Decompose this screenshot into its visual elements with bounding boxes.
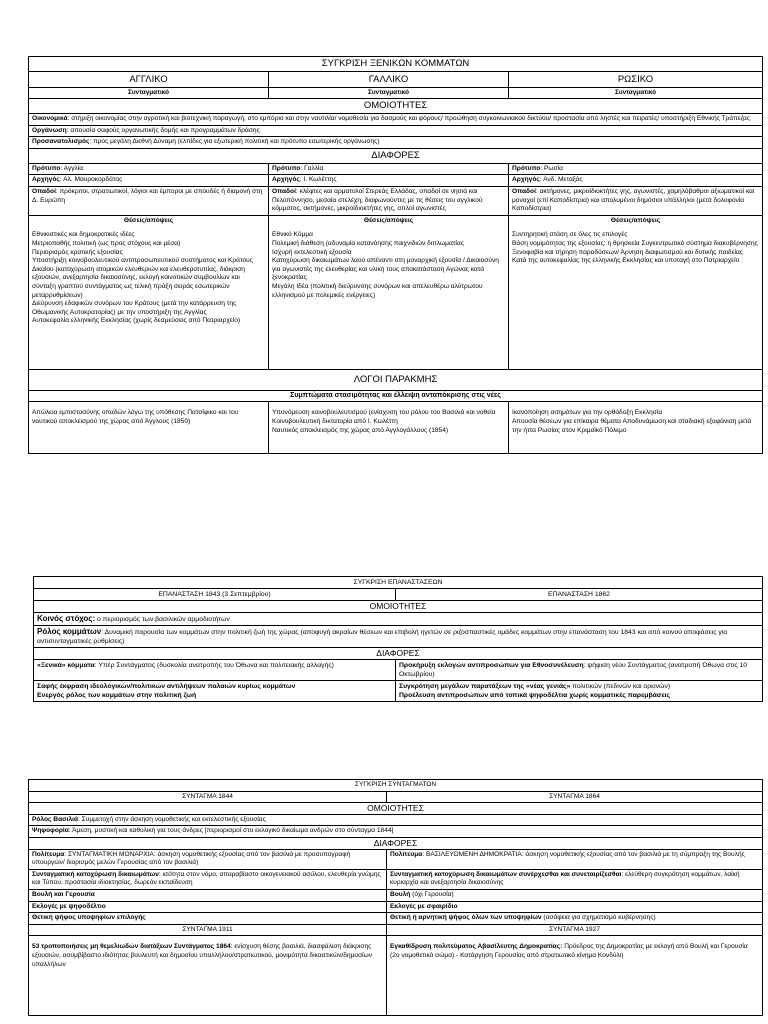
constitution-1927-header: ΣΥΝΤΑΓΜΑ 1927 (387, 924, 763, 936)
russian-followers: Οπαδοί: ακτήμονες, μικροϊδιοκτήτες γης, αγωνιστές, χαμηλόβαθμοι αξιωματικοί και μοναχοί (επί Καποδίστρια) και απολυμένοι δημόσιοι υπάλληλοι (μετά δολοφονία Καποδίστρια) (509, 186, 763, 215)
constitution-1911-content: 53 τροποποιήσεις μη θεμελιωδών διατάξεων Συντάγματος 1864: ενίσχυση θέσης βασιλιά, διασφάλιση διάκρισης εξουσιών, ασυμβίβαστο ιδιότητας βουλευτή και δημοσίου υπαλλήλου/στρατιωτικού, μονιμότητα δικαστικών/δημοσίων υπαλλήλων (29, 936, 387, 1016)
constitution-1864-rights: Συνταγματική κατοχύρωση δικαιωμάτων συνέρχεσθαι και συνεταιρίζεσθαι: ελεύθερη συγκρότηση κομμάτων, λαϊκή κυριαρχία και ανεξαρτησία δικαιοσύνης (387, 869, 763, 889)
constitution-1844-parliament: Βουλή και Γερουσία (29, 889, 387, 901)
russian-leader: Αρχηγός: Ανδ. Μεταξάς (509, 175, 763, 187)
french-followers: Οπαδοί: κλέφτες και αρματολοί Στερεάς Ελλάδας, οπαδοί σε νησιά και Πελοπόννησο, μεσαία στελέχη, διαφωνούντες με τις θέσεις του αγγλικού κόμματος, ακτήμονες, μικροϊδιοκτήτες γης, απλοί αγωνιστές (269, 186, 509, 215)
english-model: Πρότυπο: Αγγλία (29, 163, 269, 175)
revolution-1843-ideology: Σαφής έκφραση ιδεολογικών/πολιτικών αντιλήψεων παλαιών κυρίως κομμάτων Ενεργός ρόλος των κομμάτων στην πολιτική ζωή (34, 681, 396, 702)
king-role: Ρόλος Βασιλιά: Συμμετοχή στην άσκηση νομοθετικής και εκτελεστικής εξουσίας (29, 814, 763, 826)
russian-views: Θέσεις/απόψεις Συντηρητική στάση σε όλες τις επιλογές Βάση νομιμότητας της εξουσίας: η θρησκεία Συγκεντρωτικό σύστημα διακυβέρνησης Ξενοφοβία και τήρηση παραδόσεων/ Άρνηση διαφωτισμού και δυτικής παιδείας Κατά της αυτοκεφαλίας της ελληνικής Εκκλησίας και υποταγή στο Πατριαρχείο (509, 215, 763, 369)
revolution-1862-elections: Προκήρυξη εκλογών αντιπροσώπων για Εθνοσυνέλευση: ψήφιση νέου Συντάγματος (ανατροπή Όθωνα στις 10 Οκτωβρίου) (396, 660, 763, 681)
constitutions-title: ΣΥΓΚΡΙΣΗ ΣΥΝΤΑΓΜΑΤΩΝ (29, 780, 763, 792)
revolution-1862-factions: Συγκρότηση μεγάλων παρατάξεων της «νέας γενιάς» πολιτικών (πεδινών και ορεινών) Προέλευση αντιπροσώπων από τοπικά ψηφοδέλτια χωρίς κομματικές παρεμβάσεις (396, 681, 763, 702)
constitution-1844-vote: Θετική ψήφος υποψηφίων επιλογής (29, 913, 387, 925)
russian-decline: Ικανοποίηση αιτημάτων για την ορθόδοξη Εκκλησία Απουσία θέσεων για επίκαιρα θέματα Αποδυνάμωση και σταδιακή εξαφάνιση μετά την ήττα Ρωσίας στον Κριμαϊκό Πόλεμο (509, 402, 763, 454)
constitution-1844-rights: Συνταγματική κατοχύρωση δικαιωμάτων: ισότητα στον νόμο, απαραβίαστο οικογενειακού ασύλου, ελευθερία γνώμης και Τύπου, προστασία ιδιοκτησίας, δωρεάν εκπαίδευση (29, 869, 387, 889)
revolution-1843-parties: «Ξενικά» κόμματα: Υπέρ Συντάγματος (δυσκολία ανατροπής του Όθωνα και πολιτειακής αλλαγής) (34, 660, 396, 681)
english-party-type: Συνταγματικό (29, 88, 269, 99)
constitution-1864-vote: Θετική ή αρνητική ψήφος όλων των υποψηφίων (ασάφεια για σχηματισμό κυβέρνησης) (387, 913, 763, 925)
constitution-1844-regime: Πολίτευμα: ΣΥΝΤΑΓΜΑΤΙΚΗ ΜΟΝΑΡΧΙΑ: άσκηση νομοθετικής εξουσίας από τον βασιλιά με προσυπογραφή υπουργών/ διορισμός μελών Γερουσίας από τον βασιλιά) (29, 849, 387, 869)
decline-subheading: Συμπτώματα στασιμότητας και έλλειψη ανταπόκρισης στις νέες (29, 390, 763, 402)
revolutions-differences-heading: ΔΙΑΦΟΡΕΣ (34, 648, 763, 660)
parties-role: Ρόλος κομμάτων: Δυναμική παρουσία των κομμάτων στην πολιτική ζωή της χώρας (αποφυγή ακραίων θέσεων και επιβολή ηγετών σε ριζοσπαστικές ομάδες κομμάτων στην επανάσταση του 1843 και από κοινού αποφάσεις για αντισυνταγματικές ρυθμίσεις) (34, 626, 763, 648)
english-party-header: ΑΓΓΛΙΚΟ (29, 72, 269, 88)
parties-similarities-heading: ΟΜΟΙΟΤΗΤΕΣ (29, 99, 763, 114)
parties-comparison-table (28, 56, 763, 454)
revolutions-comparison-table (33, 576, 763, 702)
french-views: Θέσεις/απόψεις Εθνικό Κόμμα Πολεμική διάθεση (αδυναμία κατανόησης παιχνιδιών διπλωματίας Ισχυρή εκτελεστική εξουσία Κατοχύρωση δικαιωμάτων λαού απέναντι στη μοναρχική εξουσία / Δικαιοσύνη για αγωνιστές της ελευθερίας και υλική τους αποκατάσταση Αγώνας κατά ξενοκρατίας Μεγάλη Ιδέα (πολιτική διεύρυνσης συνόρων και απελευθέρω αλύτρωτου ελληνισμού με πολεμικές ενέργειες) (269, 215, 509, 369)
constitutions-differences-heading: ΔΙΑΦΟΡΕΣ (29, 837, 763, 849)
revolutions-title: ΣΥΓΚΡΙΣΗ ΕΠΑΝΑΣΤΑΣΕΩΝ (34, 577, 763, 589)
constitution-1864-regime: Πολίτευμα: ΒΑΣΙΛΕΥΟΜΕΝΗ ΔΗΜΟΚΡΑΤΙΑ: άσκηση νομοθετικής εξουσίας από τον βασιλιά με τη σύμπραξη της Βουλής (387, 849, 763, 869)
russian-model: Πρότυπο: Ρωσία (509, 163, 763, 175)
revolution-1843-header: ΕΠΑΝΑΣΤΑΣΗ 1843 (3 Σεπτεμβρίου) (34, 589, 396, 601)
french-party-type: Συνταγματικό (269, 88, 509, 99)
english-followers: Οπαδοί: πρόκριτοι, στρατιωτικοί, λόγιοι και έμποροι με σπουδές ή διαμονή στη Δ. Ευρώπη (29, 186, 269, 215)
english-leader: Αρχηγός: Αλ. Μαυροκορδάτος (29, 175, 269, 187)
constitution-1864-ballot: Εκλογές με σφαιρίδιο (387, 901, 763, 913)
constitutions-similarities-heading: ΟΜΟΙΟΤΗΤΕΣ (29, 803, 763, 815)
revolutions-similarities-heading: ΟΜΟΙΟΤΗΤΕΣ (34, 601, 763, 613)
similarity-organisation: Οργάνωση: απουσία σαφούς οργανωτικής δομής και προγραμμάτων δράσης (29, 125, 763, 137)
french-party-header: ΓΑΛΛΙΚΟ (269, 72, 509, 88)
french-decline: Υπονόμευση κοινοβουλευτισμού (ενίσχυση του ρόλου του Βασιλιά και νοθεία Κοινοβουλευτική δικτατορία από Ι. Κωλέττη Ναυτικός αποκλεισμός της χώρας από Αγγλογάλλους (1854) (269, 402, 509, 454)
similarity-economy: Οικονομικά: στήριξη οικονομίας στην αγροτική και βιοτεχνική παραγωγή, στο εμπόριο και στην ναυτιλία/ νομοθεσία για δασμούς και φόρους/ προώθηση συγκοινωνιακού δικτύου/ προστασία από ληστές και πειρατές/ υποστήριξη Εθνικής Τράπεζας (29, 114, 763, 126)
revolution-1862-header: ΕΠΑΝΑΣΤΑΣΗ 1862 (396, 589, 763, 601)
common-goal: Κοινός στόχος: ο περιορισμός των βασιλικών αρμοδιοτήτων (34, 613, 763, 626)
parties-differences-heading: ΔΙΑΦΟΡΕΣ (29, 148, 763, 163)
similarity-orientation: Προσανατολισμός: προς μεγάλη Διεθνή Δύναμη (ελπίδες για εξωτερική πολιτική και πρότυπο εσωτερικής οργάνωσης) (29, 137, 763, 149)
russian-party-type: Συνταγματικό (509, 88, 763, 99)
english-decline: Απώλεια εμπιστοσύνης οπαδών λόγω της υπόθεσης Πατσίφικο και του ναυτικού αποκλεισμού της χώρας από Άγγλους (1850) (29, 402, 269, 454)
english-views: Θέσεις/απόψεις Εθνικιστικές και δημοκρατικές ιδέες Μετριοπαθής πολιτική (ως προς στόχους και μέσα) Περιορισμός κρατικής εξουσίας Υποστήριξη κοινοβουλευτικού αντιπροσωπευτικού συστήματος και Κράτους Δικαίου (κατοχύρωση ατομικών ελευθεριών και ελευθεροτυπίας, διάκριση εξουσιών, ανεξαρτησία δικαιοσύνης, εκλογή κοινοτικών συμβουλίων και σύνταξη γραπτού συντάγματος ως τελική πράξη σειράς εσωτερικών μεταρρυθμίσεων) Διεύρυνση εδαφικών συνόρων του Κράτους (μετά την κατάρρευση της Οθωμανικής Αυτοκρατορίας) με την υποστήριξη της Αγγλίας Αυτοκεφαλία ελληνικής Εκκλησίας (χωρίς δεσμεύσεις από Πατριαρχείο) (29, 215, 269, 369)
constitution-1844-ballot: Εκλογές με ψηφοδέλτιο (29, 901, 387, 913)
constitution-1911-header: ΣΥΝΤΑΓΜΑ 1911 (29, 924, 387, 936)
constitution-1927-content: Εγκαθίδρυση πολιτεύματος Αβασίλευτης Δημοκρατίας: Πρόεδρος της Δημοκρατίας με εκλογή από Βουλή και Γερουσία (2ο νομοθετικό σώμα) - Κατάργηση Γερουσίας από στρατιωτικό κίνημα Κονδύλη (387, 936, 763, 1016)
french-leader: Αρχηγός: Ι. Κωλέττης (269, 175, 509, 187)
constitution-1864-header: ΣΥΝΤΑΓΜΑ 1864 (387, 791, 763, 803)
voting: Ψηφοφορία: Άμεση, μυστική και καθολική για τους άνδρες [περιορισμοί στο εκλογικό δικαίωμα ανδρών στο σύνταγμα 1844] (29, 826, 763, 838)
constitutions-comparison-table (28, 779, 763, 1016)
russian-party-header: ΡΩΣΙΚΟ (509, 72, 763, 88)
decline-heading: ΛΟΓΟΙ ΠΑΡΑΚΜΗΣ (29, 369, 763, 390)
constitution-1864-parliament: Βουλή (όχι Γερουσία) (387, 889, 763, 901)
constitution-1844-header: ΣΥΝΤΑΓΜΑ 1844 (29, 791, 387, 803)
french-model: Πρότυπο: Γαλλία (269, 163, 509, 175)
parties-title: ΣΥΓΚΡΙΣΗ ΞΕΝΙΚΩΝ ΚΟΜΜΑΤΩΝ (29, 57, 763, 72)
